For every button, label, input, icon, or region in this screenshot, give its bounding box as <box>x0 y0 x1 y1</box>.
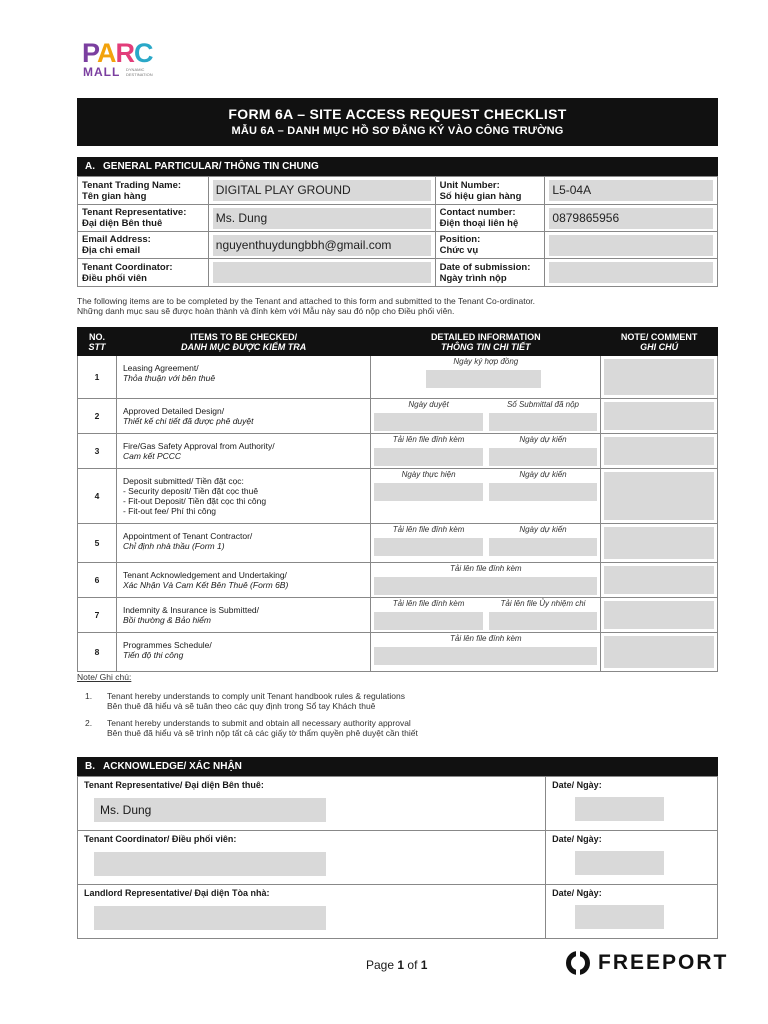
checklist-row <box>78 633 718 672</box>
col-header-items: ITEMS TO BE CHECKED/ DANH MỤC ĐƯỢC KIỂM TRA <box>116 328 370 356</box>
note-item: 2. Tenant hereby understands to submit and obtain all necessary authority approval Bên thuê đã hiểu và sẽ trình nộp tất cả các giấy tờ thẩm quyền phê duyệt cần thiết <box>85 717 418 738</box>
deposit-subitem: - Fit-out Deposit/ Tiền đặt cọc thi công <box>122 496 267 506</box>
checklist-item: Indemnity & Insurance is Submitted/ Bồi thường & Bảo hiểm <box>116 598 370 633</box>
detail-cell <box>371 633 601 672</box>
detail-cell <box>371 524 601 563</box>
detail-cell <box>371 563 601 598</box>
date-label: Date/ Ngày: <box>552 780 602 790</box>
detail-caption: Tải lên file đính kèm <box>449 634 522 643</box>
detail-input[interactable] <box>426 370 541 388</box>
row-number: 6 <box>78 563 117 598</box>
acknowledge-date-field[interactable] <box>575 851 664 875</box>
general-field-left[interactable] <box>208 259 435 287</box>
checklist-row <box>78 434 718 469</box>
col-header-detail: DETAILED INFORMATION THÔNG TIN CHI TIẾT <box>371 328 601 356</box>
row-number: 1 <box>78 356 117 399</box>
general-row <box>78 259 718 287</box>
checklist-row <box>78 563 718 598</box>
comment-field[interactable] <box>601 399 718 434</box>
row-number: 2 <box>78 399 117 434</box>
form-title-bar <box>77 98 718 146</box>
detail-input[interactable] <box>489 483 597 501</box>
general-particular-table <box>77 176 718 287</box>
checklist-row <box>78 598 718 633</box>
freeport-mark-icon <box>566 951 590 975</box>
acknowledge-name-field[interactable] <box>94 852 326 876</box>
form-title-en: FORM 6A – SITE ACCESS REQUEST CHECKLIST <box>228 106 567 122</box>
detail-cell <box>371 356 601 399</box>
detail-input[interactable] <box>489 413 597 431</box>
acknowledge-name-cell <box>78 885 546 939</box>
notes-title: Note/ Ghi chú: <box>77 672 132 682</box>
detail-input[interactable] <box>374 448 482 466</box>
acknowledge-label: Landlord Representative/ Đại diện Tòa nhà: <box>84 888 270 898</box>
general-label-left: Tenant Representative: Đại diện Bên thuê <box>78 205 209 232</box>
logo-wordmark: PARC <box>82 38 153 68</box>
deposit-subitem: - Fit-out fee/ Phí thi công <box>122 506 217 516</box>
acknowledge-date-cell <box>546 885 718 939</box>
detail-input[interactable] <box>374 413 482 431</box>
checklist-item: Leasing Agreement/ Thỏa thuận với bên thuê <box>116 356 370 399</box>
general-label-right: Position: Chức vụ <box>435 232 545 259</box>
general-row <box>78 177 718 205</box>
detail-input[interactable] <box>489 448 597 466</box>
detail-caption: Tải lên file đính kèm <box>449 564 522 573</box>
section-b-header: B. ACKNOWLEDGE/ XÁC NHẬN <box>77 757 718 776</box>
general-field-right[interactable]: 0879865956 <box>545 205 718 232</box>
checklist-item: Tenant Acknowledgement and Undertaking/ Xác Nhận Và Cam Kết Bên Thuê (Form 6B) <box>116 563 370 598</box>
comment-field[interactable] <box>601 563 718 598</box>
detail-input[interactable] <box>374 577 597 595</box>
acknowledge-name-cell <box>78 777 546 831</box>
instructions: The following items are to be completed by the Tenant and attached to this form and submitted to the Tenant Co-ordinator. Những danh mục sau sẽ được hoàn thành và đính kèm với Mẫu này sau đó nộp cho Điều phối viên. <box>77 296 536 316</box>
checklist-row <box>78 469 718 524</box>
row-number: 3 <box>78 434 117 469</box>
acknowledge-name-field[interactable] <box>94 906 326 930</box>
acknowledge-date-cell <box>546 831 718 885</box>
acknowledge-table <box>77 776 718 939</box>
row-number: 8 <box>78 633 117 672</box>
detail-input[interactable] <box>489 612 597 630</box>
notes-block <box>77 672 722 745</box>
form-title-vi: MẪU 6A – DANH MỤC HỒ SƠ ĐĂNG KÝ VÀO CÔNG TRƯỜNG <box>231 125 564 137</box>
detail-input[interactable] <box>374 483 482 501</box>
logo-sub: MALL <box>83 65 121 79</box>
detail-caption: Ngày dự kiến <box>519 470 567 479</box>
parc-mall-logo <box>82 40 174 80</box>
detail-caption: Ngày ký hợp đồng <box>453 357 519 366</box>
col-header-no: NO. STT <box>78 328 117 356</box>
date-label: Date/ Ngày: <box>552 834 602 844</box>
comment-field[interactable] <box>601 633 718 672</box>
acknowledge-date-field[interactable] <box>575 797 664 821</box>
detail-caption: Tải lên file Ủy nhiệm chi <box>500 599 586 608</box>
general-field-right[interactable] <box>545 259 718 287</box>
general-row <box>78 205 718 232</box>
detail-caption: Ngày dự kiến <box>519 435 567 444</box>
checklist-table <box>77 327 718 672</box>
general-field-right[interactable] <box>545 232 718 259</box>
comment-field[interactable] <box>601 524 718 563</box>
acknowledge-row <box>78 777 718 831</box>
general-label-left: Tenant Coordinator: Điều phối viên <box>78 259 209 287</box>
note-item: 1. Tenant hereby understands to comply unit Tenant handbook rules & regulations Bên thuê đã hiểu và sẽ tuân theo các quy định trong Sổ tay Khách thuê <box>85 690 406 711</box>
acknowledge-row <box>78 885 718 939</box>
comment-field[interactable] <box>601 469 718 524</box>
detail-caption: Tải lên file đính kèm <box>392 599 465 608</box>
general-field-left[interactable]: nguyenthuydungbbh@gmail.com <box>208 232 435 259</box>
general-field-right[interactable]: L5-04A <box>545 177 718 205</box>
acknowledge-label: Tenant Representative/ Đại diện Bên thuê: <box>84 780 264 790</box>
detail-input[interactable] <box>489 538 597 556</box>
general-label-right: Unit Number: Số hiệu gian hàng <box>435 177 545 205</box>
detail-cell <box>371 598 601 633</box>
date-label: Date/ Ngày: <box>552 888 602 898</box>
detail-input[interactable] <box>374 647 597 665</box>
detail-cell <box>371 434 601 469</box>
detail-input[interactable] <box>374 612 482 630</box>
row-number: 5 <box>78 524 117 563</box>
acknowledge-row <box>78 831 718 885</box>
general-field-left[interactable]: Ms. Dung <box>208 205 435 232</box>
general-label-right: Contact number: Điện thoại liên hệ <box>435 205 545 232</box>
checklist-row <box>78 399 718 434</box>
detail-cell <box>371 469 601 524</box>
general-row <box>78 232 718 259</box>
checklist-item: Deposit submitted/ Tiền đặt cọc: - Security deposit/ Tiền đặt cọc thuê - Fit-out Deposit/ Tiền đặt cọc thi công - Fit-out fee/ Phí thi công <box>116 469 370 524</box>
comment-field[interactable] <box>601 434 718 469</box>
detail-cell <box>371 399 601 434</box>
acknowledge-label: Tenant Coordinator/ Điều phối viên: <box>84 834 237 844</box>
col-header-note: NOTE/ COMMENT GHI CHÚ <box>601 328 718 356</box>
section-a-header: A. GENERAL PARTICULAR/ THÔNG TIN CHUNG <box>77 157 718 176</box>
general-label-left: Email Address: Địa chỉ email <box>78 232 209 259</box>
general-label-left: Tenant Trading Name: Tên gian hàng <box>78 177 209 205</box>
page-number: Page 1 of 1 <box>366 958 428 972</box>
acknowledge-name-field[interactable]: Ms. Dung <box>94 798 326 822</box>
checklist-item: Fire/Gas Safety Approval from Authority/ Cam kết PCCC <box>116 434 370 469</box>
detail-caption: Ngày thực hiện <box>401 470 456 479</box>
acknowledge-date-field[interactable] <box>575 905 664 929</box>
logo-tagline: DYNAMIC DESTINATION <box>126 67 153 77</box>
checklist-item: Programmes Schedule/ Tiến độ thi công <box>116 633 370 672</box>
detail-caption: Ngày dự kiến <box>519 525 567 534</box>
checklist-item: Appointment of Tenant Contractor/ Chỉ định nhà thầu (Form 1) <box>116 524 370 563</box>
detail-caption: Tải lên file đính kèm <box>392 435 465 444</box>
comment-field[interactable] <box>601 598 718 633</box>
general-label-right: Date of submission: Ngày trình nộp <box>435 259 545 287</box>
comment-field[interactable] <box>601 356 718 399</box>
checklist-item: Approved Detailed Design/ Thiết kế chi tiết đã được phê duyệt <box>116 399 370 434</box>
row-number: 4 <box>78 469 117 524</box>
acknowledge-name-cell <box>78 831 546 885</box>
checklist-row <box>78 356 718 399</box>
checklist-row <box>78 524 718 563</box>
general-field-left[interactable]: DIGITAL PLAY GROUND <box>208 177 435 205</box>
acknowledge-date-cell <box>546 777 718 831</box>
detail-caption: Ngày duyệt <box>408 400 449 409</box>
freeport-logo: FREEPORT <box>566 948 728 978</box>
detail-caption: Tải lên file đính kèm <box>392 525 465 534</box>
detail-caption: Số Submittal đã nộp <box>506 400 579 409</box>
row-number: 7 <box>78 598 117 633</box>
deposit-subitem: - Security deposit/ Tiền đặt cọc thuê <box>122 486 259 496</box>
detail-input[interactable] <box>374 538 482 556</box>
